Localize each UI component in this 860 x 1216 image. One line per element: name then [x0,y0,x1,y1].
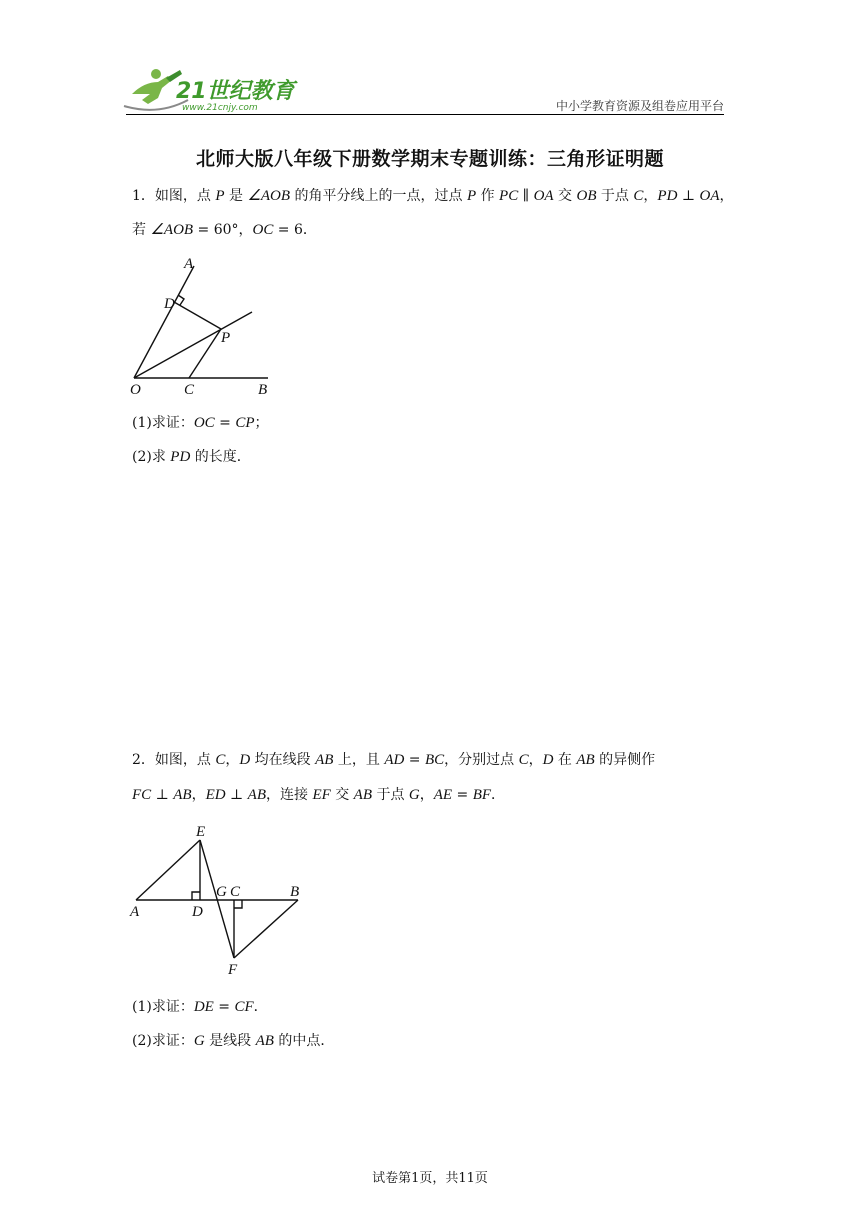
right-angle-mark-D [178,295,184,305]
text: = [452,787,473,803]
text: ，连接 [265,787,313,803]
text: = [404,752,425,768]
text: = [214,415,236,431]
platform-name: 中小学教育资源及组卷应用平台 [555,99,724,113]
label-A: A [130,904,140,920]
math: C [215,752,226,768]
text: ⊥ [677,188,700,204]
math: AB [576,752,595,768]
math: CP [235,415,255,431]
math: BF [472,787,492,803]
math: PD [170,449,191,465]
text: 若 [132,222,151,238]
label-P: P [221,330,231,346]
text: ． [253,999,268,1015]
text: (1)求证： [132,415,194,431]
math: ∠AOB [247,188,291,204]
math: OB [576,188,597,204]
label-B: B [258,382,268,398]
math: AB [353,787,372,803]
math: BC [425,752,445,768]
text: (2)求证： [132,1033,194,1049]
math: OA [699,188,720,204]
math: CF [234,999,254,1015]
math: AE [433,787,453,803]
math: AD [384,752,405,768]
right-angle-mark-C [234,900,242,908]
label-D: D [164,296,175,312]
q1-stem-line2 [132,220,317,240]
label-O: O [130,382,141,398]
text: 在 [553,752,577,768]
math: OC [193,415,215,431]
q2-part1 [132,997,268,1017]
q2-part2 [132,1031,334,1051]
text: = [213,999,235,1015]
text: ， [643,188,658,204]
text: 的中点． [273,1033,335,1049]
math: FC [132,787,152,803]
math: C [633,188,644,204]
label-G: G [216,884,227,900]
label-A: A [184,256,194,272]
text: 交 [553,188,577,204]
text: ， [191,787,206,803]
q2-stem-line2 [132,785,505,805]
segment-PD [174,302,221,329]
math: C [518,752,529,768]
logo-text: 21世纪教育 [176,79,295,104]
text: 作 [476,188,500,204]
text: 是线段 [204,1033,256,1049]
q1-part2 [132,447,251,467]
q2-figure [126,818,316,980]
segment-AE [136,840,200,900]
math: AB [255,1033,274,1049]
text: ； [254,415,269,431]
math: EF [312,787,331,803]
text: ⊥ [225,787,248,803]
text: = 60°， [193,222,253,238]
label-C: C [184,382,195,398]
text: ， [528,752,543,768]
math: P [215,188,225,204]
segment-FB [234,900,298,958]
text: 是 [224,188,248,204]
site-logo [118,64,308,116]
math: D [239,752,251,768]
text: ， [719,188,734,204]
text: 交 [330,787,354,803]
text: (2)求 [132,449,171,465]
q2-stem-line1 [132,750,655,770]
math: G [193,1033,205,1049]
label-D: D [192,904,203,920]
math: PC [499,188,519,204]
text: = 6． [273,222,317,238]
q1-figure [126,254,286,400]
text: 1．如图，点 [132,188,216,204]
label-C: C [230,884,241,900]
text: 于点 [596,188,634,204]
text: 2．如图，点 [132,752,216,768]
q1-part1 [132,413,269,433]
header-divider [126,114,724,115]
math: PD [657,188,678,204]
math: G [408,787,420,803]
math: ∠AOB [150,222,194,238]
text: 的异侧作 [594,752,656,768]
math: P [466,188,477,204]
math: ED [205,787,226,803]
segment-PC [189,329,221,378]
math: OC [252,222,274,238]
text: ⊥ [151,787,174,803]
math: DE [193,999,214,1015]
math: AB [315,752,334,768]
math: OA [533,188,554,204]
text: 于点 [372,787,409,803]
logo-url-text: www.21cnjy.com [182,103,258,113]
text: 的角平分线上的一点，过点 [290,188,467,204]
page-title: 北师大版八年级下册数学期末专题训练：三角形证明题 [195,148,664,170]
text: ，分别过点 [444,752,519,768]
q1-stem-line1 [132,186,733,206]
math: D [542,752,554,768]
text: ． [491,787,506,803]
math: AB [247,787,266,803]
label-E: E [196,824,206,840]
math: AB [173,787,192,803]
label-B: B [290,884,300,900]
text: (1)求证： [132,999,194,1015]
label-F: F [228,962,238,978]
text: ∥ [518,188,534,204]
text: ， [225,752,240,768]
text: ， [419,787,434,803]
page-footer: 试卷第1页，共11页 [372,1171,488,1186]
text: 均在线段 [250,752,316,768]
right-angle-mark-D [192,892,200,900]
logo-runner-icon [118,64,308,116]
text: 的长度． [190,449,251,465]
text: 上，且 [333,752,385,768]
